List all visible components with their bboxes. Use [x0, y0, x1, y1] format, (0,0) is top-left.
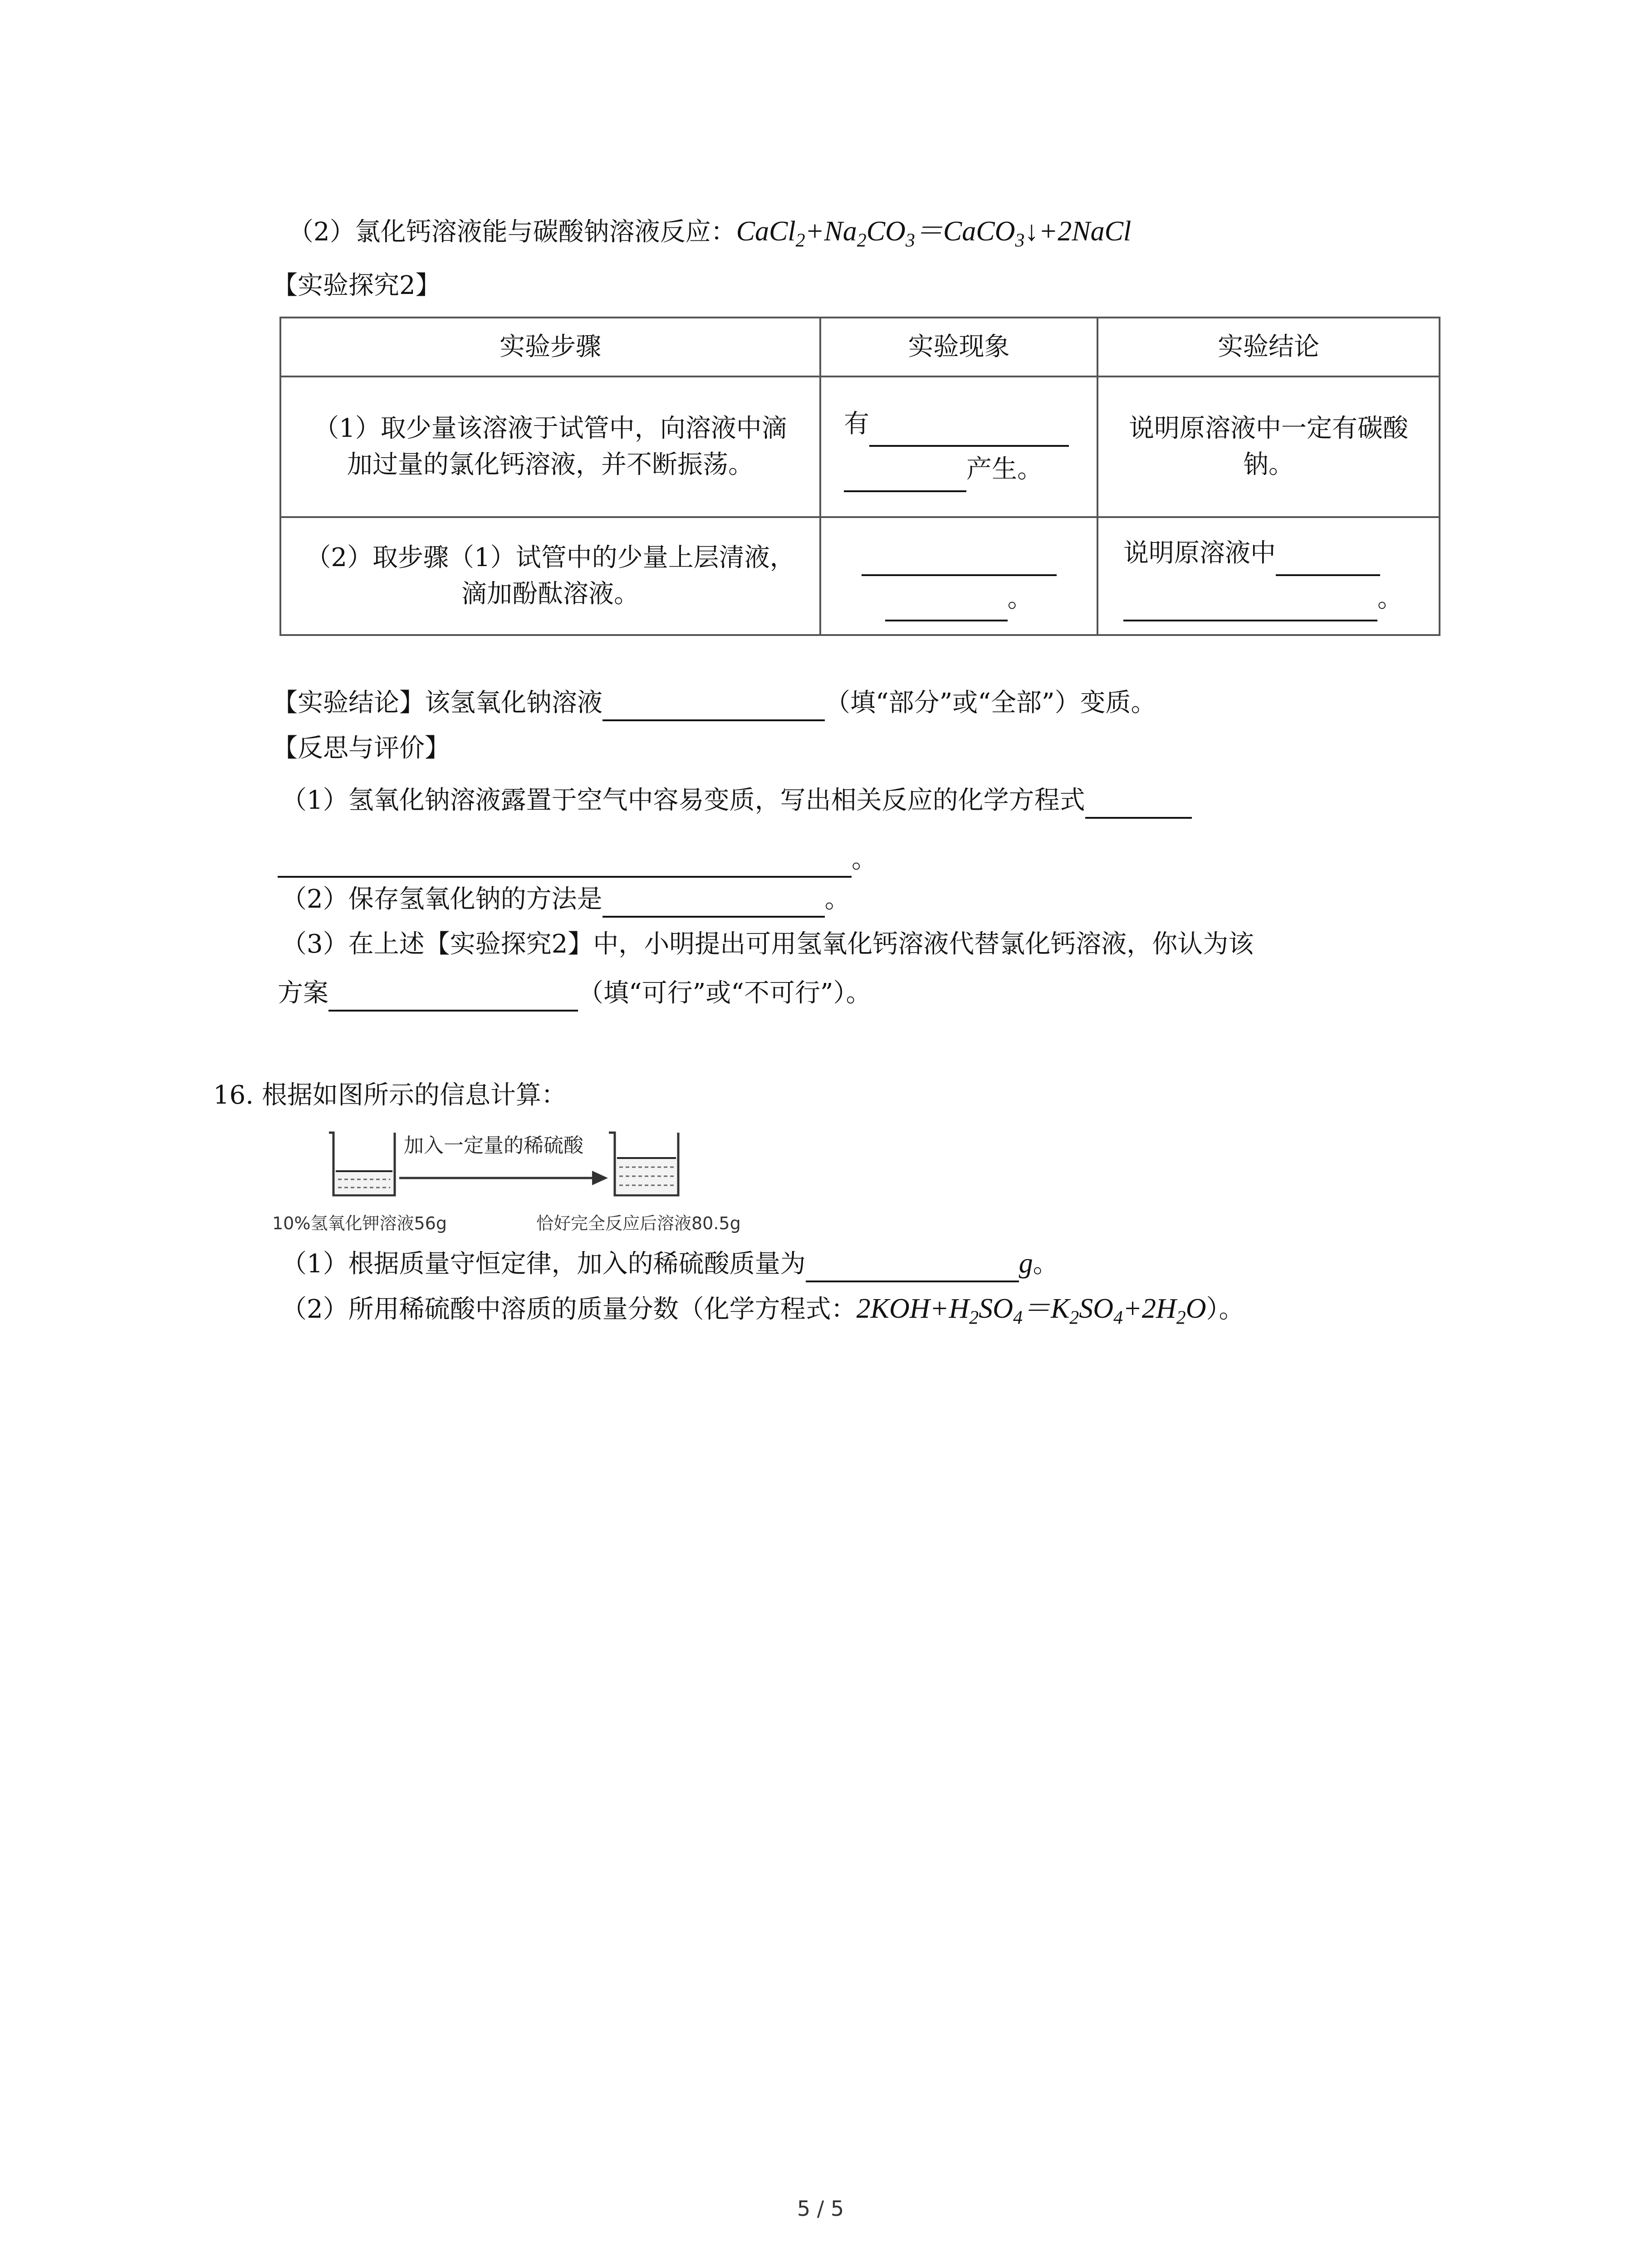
beaker-diagram [272, 1127, 771, 1236]
row1-phen-suffix: 产生。 [966, 455, 1043, 484]
q16-sub1-unit: g [1019, 1248, 1033, 1279]
reflection-q1-blank-2[interactable] [278, 848, 852, 878]
row2-concl-blank-1[interactable] [1276, 546, 1380, 576]
row1-step-cell [280, 376, 820, 517]
h2so4-equation: $2KOH+H_2SO_4=K_2SO_4+2H_2O$ [856, 1293, 1206, 1329]
reflection-q2-text: （2）保存氢氧化钠的方法是 [281, 885, 603, 914]
right-beaker-icon [609, 1133, 678, 1195]
reflection-q3-suffix: （填“可行”或“不可行”）。 [578, 978, 872, 1008]
reflection-q1-line2 [278, 841, 877, 878]
reflection-q1-line [281, 782, 1192, 819]
arrow-label: 加入一定量的稀硫酸 [404, 1134, 583, 1157]
reflection-q1-text: （1）氢氧化钠溶液露置于空气中容易变质，写出相关反应的化学方程式 [281, 786, 1085, 815]
reflection-q3-line1: （3）在上述【实验探究2】中，小明提出可用氢氧化钙溶液代替氯化钙溶液，你认为该 [281, 929, 1254, 959]
row1-step: （1）取少量该溶液于试管中，向溶液中滴加过量的氯化钙溶液，并不断振荡。 [314, 414, 787, 479]
note-2-line [288, 213, 1131, 259]
experiment-2-heading: 【实验探究2】 [272, 271, 441, 300]
q16-sub1-text: （1）根据质量守恒定律，加入的稀硫酸质量为 [281, 1249, 806, 1279]
question-16-title: 16. 根据如图所示的信息计算： [213, 1080, 567, 1110]
q16-sub1-line [281, 1245, 1058, 1282]
note-2-text: （2）氯化钙溶液能与碳酸钠溶液反应： [288, 217, 736, 247]
reflection-q2-end: 。 [824, 885, 850, 914]
q16-sub1-blank[interactable] [806, 1252, 1019, 1282]
conclusion-suffix: （填“部分”或“全部”）变质。 [825, 688, 1156, 718]
reflection-q2-blank[interactable] [603, 888, 825, 918]
header-steps: 实验步骤 [280, 318, 820, 376]
reflection-q1-end: 。 [852, 845, 877, 874]
q16-sub1-end: 。 [1033, 1249, 1058, 1279]
row2-phen-blank-2[interactable] [885, 591, 1008, 621]
table-header-row [280, 318, 1440, 376]
row2-conclusion-cell [1097, 517, 1440, 635]
row1-phen-blank-2[interactable] [844, 462, 966, 492]
conclusion-prefix: 【实验结论】该氢氧化钠溶液 [272, 688, 603, 718]
left-beaker-icon [329, 1133, 395, 1195]
cacl2-equation: $CaCl_2+Na_2CO_3=CaCO_3↓+2NaCl$ [736, 216, 1132, 251]
table-row [280, 376, 1440, 517]
row2-phen-blank-1[interactable] [862, 546, 1057, 576]
row2-concl-prefix: 说明原溶液中 [1123, 538, 1276, 568]
page-number: 5 / 5 [797, 2196, 844, 2221]
row2-step-cell [280, 517, 820, 635]
row1-phen-blank-1[interactable] [869, 417, 1069, 447]
header-phenomenon: 实验现象 [820, 318, 1097, 376]
reflection-q3-prefix: 方案 [278, 978, 328, 1008]
reflection-q3-blank[interactable] [328, 982, 578, 1012]
header-conclusion: 实验结论 [1097, 318, 1440, 376]
row1-phen-prefix: 有 [844, 409, 869, 439]
reflection-q3-line2 [278, 975, 872, 1012]
row2-phenomenon-cell [820, 517, 1097, 635]
reflection-q2-line [281, 881, 850, 918]
row1-phenomenon-cell [820, 376, 1097, 517]
row2-step: （2）取步骤（1）试管中的少量上层清液，滴加酚酞溶液。 [305, 543, 795, 609]
q16-sub2-suffix: ）。 [1206, 1295, 1244, 1324]
table-row [280, 517, 1440, 635]
experiment-table [279, 317, 1440, 636]
left-beaker-caption: 10%氢氧化钾溶液56g [272, 1213, 447, 1233]
right-beaker-caption: 恰好完全反应后溶液80.5g [536, 1213, 741, 1233]
row2-phen-suffix: 。 [1007, 584, 1033, 613]
row2-concl-suffix: 。 [1377, 584, 1403, 613]
row1-conclusion-cell [1097, 376, 1440, 517]
beaker-reaction-figure [272, 1127, 771, 1236]
row1-conclusion: 说明原溶液中一定有碳酸钠。 [1129, 414, 1408, 479]
reaction-arrow-icon [399, 1171, 608, 1185]
reflection-q1-blank-1[interactable] [1085, 789, 1192, 819]
row2-concl-blank-2[interactable] [1123, 591, 1377, 621]
experiment-conclusion-line [272, 685, 1156, 721]
reflection-heading: 【反思与评价】 [272, 733, 450, 763]
q16-sub2-prefix: （2）所用稀硫酸中溶质的质量分数（化学方程式： [281, 1295, 857, 1324]
q16-sub2-line [281, 1290, 1244, 1336]
conclusion-blank[interactable] [603, 691, 825, 721]
